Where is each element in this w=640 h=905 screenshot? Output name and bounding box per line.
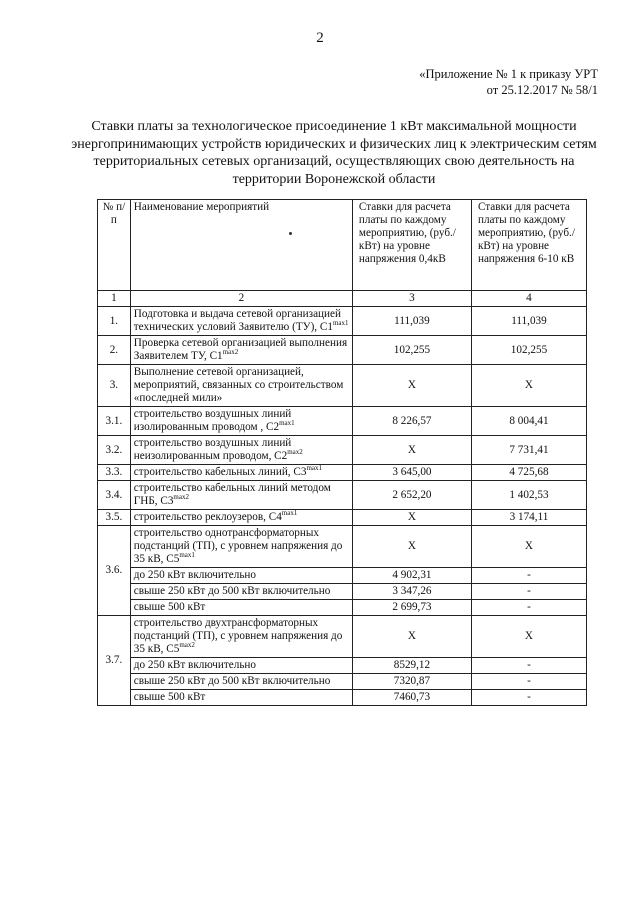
max-superscript: max1 <box>332 319 349 327</box>
column-number: 2 <box>130 291 352 307</box>
table-subrow <box>98 658 587 674</box>
rate-04kv: 7460,73 <box>352 690 471 706</box>
activity-name: строительство кабельных линий, С3 <box>133 466 307 478</box>
group-3-7 <box>98 616 587 706</box>
activity-name-cell <box>130 336 352 365</box>
column-number-row <box>98 291 587 307</box>
row-number: 2. <box>98 336 131 365</box>
table-subrow <box>98 674 587 690</box>
activity-name: строительство двухтрансформаторных подстанций (ТП), с уровнем напряжения до 35 кВ, С5 <box>133 617 343 655</box>
rate-6-10kv: - <box>471 600 586 616</box>
rate-04kv: 4 902,31 <box>352 568 471 584</box>
rate-6-10kv: - <box>471 674 586 690</box>
group-3-6 <box>98 526 587 616</box>
activity-name-cell <box>130 465 352 481</box>
rate-6-10kv: X <box>471 526 586 568</box>
rate-6-10kv: - <box>471 690 586 706</box>
rate-6-10kv: - <box>471 658 586 674</box>
stray-dot-mark <box>289 232 292 235</box>
rate-04kv: 7320,87 <box>352 674 471 690</box>
activity-name: строительство воздушных линий неизолированным проводом, С2 <box>133 437 292 462</box>
table-row <box>98 436 587 465</box>
table-subrow <box>98 584 587 600</box>
appendix-line-1: «Приложение № 1 к приказу УРТ <box>419 67 598 81</box>
table-row <box>98 526 587 568</box>
max-superscript: max1 <box>306 464 323 472</box>
table-row <box>98 465 587 481</box>
table-subrow <box>98 690 587 706</box>
row-number: 3.1. <box>98 407 131 436</box>
table-row <box>98 616 587 658</box>
power-range: до 250 кВт включительно <box>130 658 352 674</box>
rate-04kv: X <box>352 510 471 526</box>
table-row <box>98 407 587 436</box>
row-number: 3. <box>98 365 131 407</box>
header-name-cell <box>130 200 352 291</box>
activity-name: Подготовка и выдача сетевой организацией технических условий Заявителю (ТУ), С1 <box>133 308 341 333</box>
document-title: Ставки платы за технологическое присоединение 1 кВт максимальной мощности энергопринимающих устройств юридических и физических лиц к электрическим сетям территориальных сетевых организаций, осуществляющих свою деятельность на территории Воронежской области <box>71 119 597 187</box>
activity-name: строительство реклоузеров, С4 <box>133 511 282 523</box>
row-number: 3.3. <box>98 465 131 481</box>
row-number: 3.6. <box>98 526 131 616</box>
rate-04kv: 2 652,20 <box>352 481 471 510</box>
power-range: свыше 500 кВт <box>130 600 352 616</box>
page-number: 2 <box>316 30 324 46</box>
rate-04kv: 2 699,73 <box>352 600 471 616</box>
activity-name-cell <box>130 436 352 465</box>
row-number: 3.4. <box>98 481 131 510</box>
row-number: 1. <box>98 307 131 336</box>
max-superscript: max1 <box>179 551 195 559</box>
activity-name-cell <box>130 481 352 510</box>
rate-6-10kv: 1 402,53 <box>471 481 586 510</box>
table-row <box>98 336 587 365</box>
column-number: 3 <box>352 291 471 307</box>
rate-04kv: X <box>352 436 471 465</box>
rate-6-10kv: 7 731,41 <box>471 436 586 465</box>
appendix-line-2: от 25.12.2017 № 58/1 <box>486 83 598 97</box>
activity-name: строительство кабельных линий методом ГНБ, С3 <box>133 482 331 507</box>
rate-04kv: 8529,12 <box>352 658 471 674</box>
rate-04kv: 3 645,00 <box>352 465 471 481</box>
activity-name-cell <box>130 616 352 658</box>
max-superscript: max2 <box>287 448 303 456</box>
table-row <box>98 365 587 407</box>
max-superscript: max1 <box>281 509 298 517</box>
rate-6-10kv: X <box>471 365 586 407</box>
activity-name: Выполнение сетевой организацией, мероприятий, связанных со строительством «последней мили» <box>133 366 344 404</box>
row-number: 3.2. <box>98 436 131 465</box>
max-superscript: max2 <box>173 493 189 501</box>
power-range: до 250 кВт включительно <box>130 568 352 584</box>
rate-04kv: 102,255 <box>352 336 471 365</box>
rate-04kv: 111,039 <box>352 307 471 336</box>
activity-name: строительство однотрансформаторных подстанций (ТП), с уровнем напряжения до 35 кВ, С5 <box>133 527 343 565</box>
rate-04kv: X <box>352 365 471 407</box>
rate-6-10kv: - <box>471 584 586 600</box>
row-number: 3.5. <box>98 510 131 526</box>
activity-name: строительство воздушных линий изолированным проводом , С2 <box>133 408 292 433</box>
activity-name-cell <box>130 510 352 526</box>
rate-04kv: 8 226,57 <box>352 407 471 436</box>
rate-6-10kv: 102,255 <box>471 336 586 365</box>
column-number: 1 <box>98 291 131 307</box>
rate-04kv: 3 347,26 <box>352 584 471 600</box>
header-num: № п/п <box>98 200 131 291</box>
power-range: свыше 250 кВт до 500 кВт включительно <box>130 674 352 690</box>
max-superscript: max2 <box>179 641 195 649</box>
column-number: 4 <box>471 291 586 307</box>
rate-04kv: X <box>352 526 471 568</box>
table-subrow <box>98 600 587 616</box>
max-superscript: max2 <box>222 348 239 356</box>
rate-6-10kv: 4 725,68 <box>471 465 586 481</box>
activity-name: Проверка сетевой организацией выполнения Заявителем ТУ, С1 <box>133 337 348 362</box>
table-subrow <box>98 568 587 584</box>
max-superscript: max1 <box>279 419 295 427</box>
power-range: свыше 250 кВт до 500 кВт включительно <box>130 584 352 600</box>
table-row <box>98 307 587 336</box>
header-name: Наименование мероприятий <box>133 201 270 213</box>
power-range: свыше 500 кВт <box>130 690 352 706</box>
main-rows <box>98 307 587 526</box>
activity-name-cell <box>130 365 352 407</box>
rate-04kv: X <box>352 616 471 658</box>
activity-name-cell <box>130 407 352 436</box>
row-number: 3.7. <box>98 616 131 706</box>
activity-name-cell <box>130 526 352 568</box>
header-rate-6-10kv: Ставки для расчета платы по каждому мероприятию, (руб./кВт) на уровне напряжения 6-10 кВ <box>471 200 586 291</box>
rate-6-10kv: X <box>471 616 586 658</box>
rate-6-10kv: 111,039 <box>471 307 586 336</box>
table-header-row <box>98 200 587 291</box>
rates-table <box>97 199 587 706</box>
rate-6-10kv: 8 004,41 <box>471 407 586 436</box>
rate-6-10kv: 3 174,11 <box>471 510 586 526</box>
table-row <box>98 481 587 510</box>
header-rate-04kv: Ставки для расчета платы по каждому мероприятию, (руб./кВт) на уровне напряжения 0,4кВ <box>352 200 471 291</box>
rate-6-10kv: - <box>471 568 586 584</box>
table-row <box>98 510 587 526</box>
activity-name-cell <box>130 307 352 336</box>
appendix-reference <box>419 66 598 98</box>
